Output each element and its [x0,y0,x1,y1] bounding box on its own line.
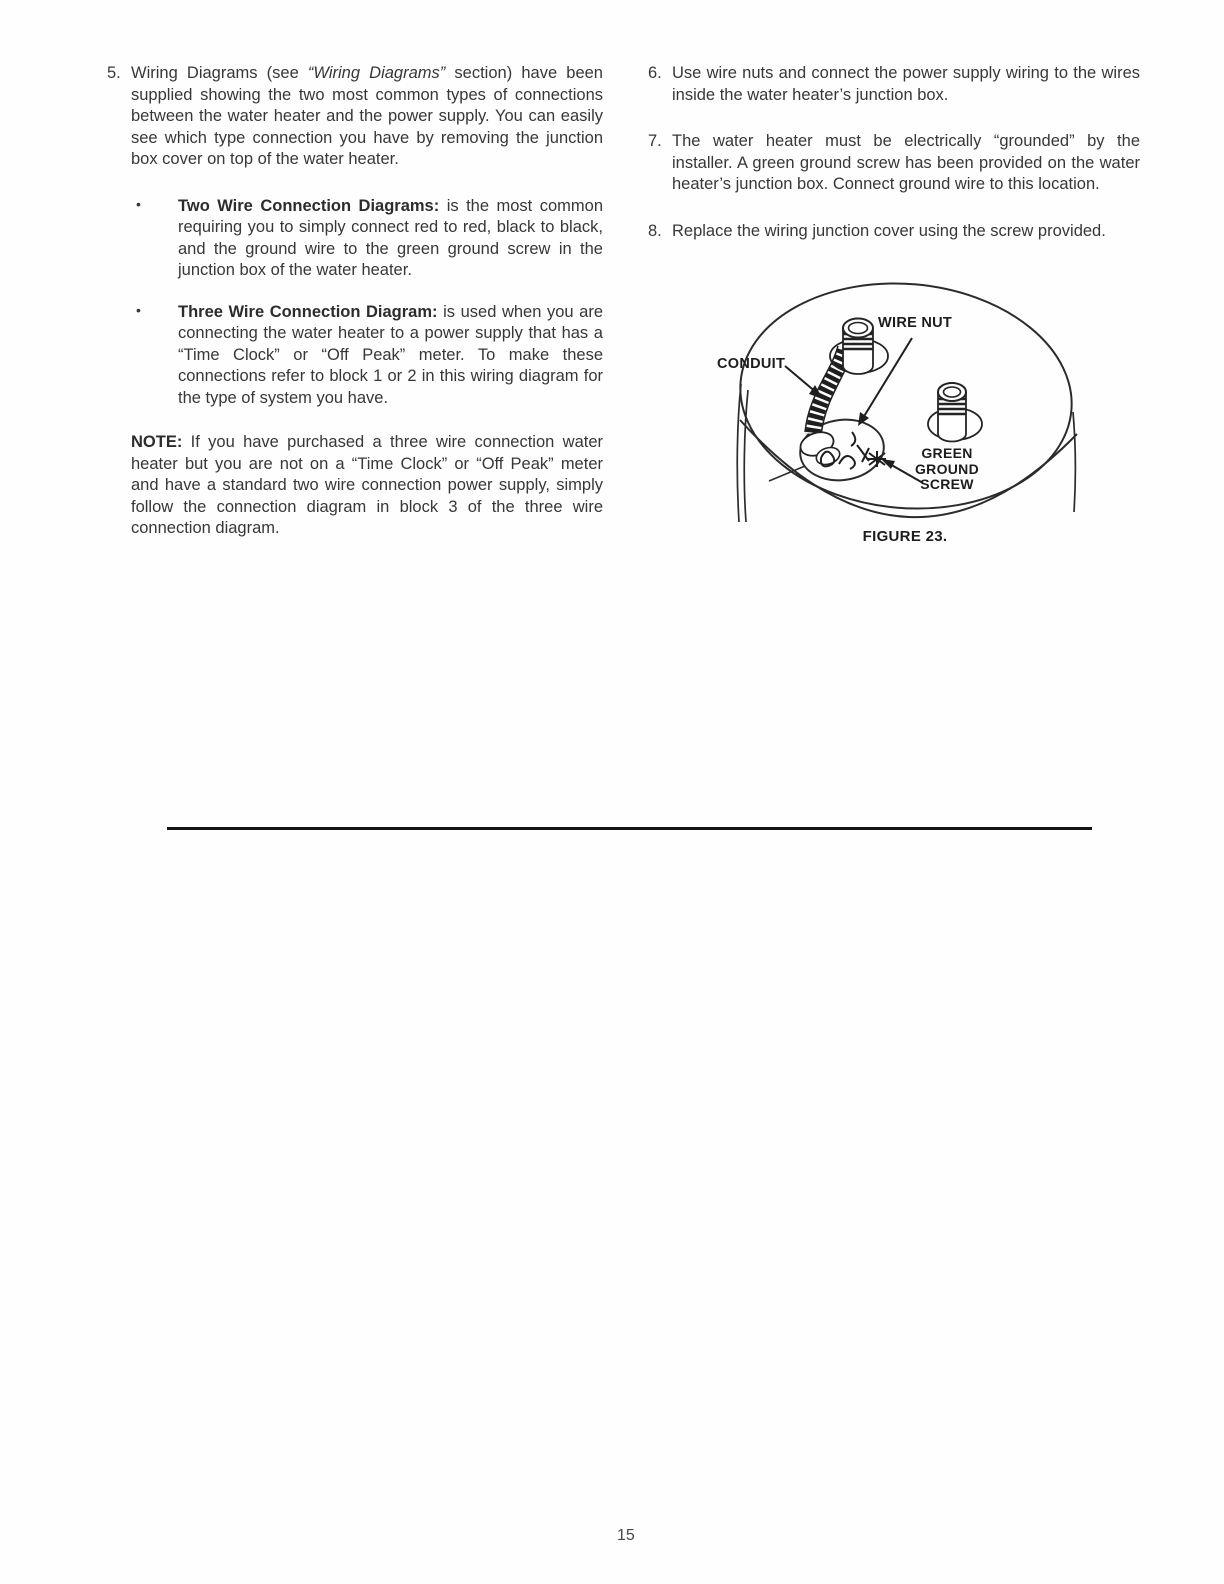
bullet-item-three-wire [107,302,603,410]
list-item-8 [648,221,1140,243]
left-column [107,63,603,540]
item5-text-italic: “Wiring Diagrams” [307,64,446,82]
list-item-7 [648,131,1140,196]
page-number: 15 [617,1527,635,1544]
bullet-item-two-wire [107,196,603,282]
figure-label-wire-nut: WIRE NUT [878,315,953,331]
item-number: 5. [107,64,121,82]
item-number: 7. [648,132,662,150]
green-ground-screw [868,451,886,467]
item6-text: Use wire nuts and connect the power supply wiring to the wires inside the water heater’s junction box. [672,64,1140,104]
item5-text-post: section) have been supplied showing the two most common types of connections between the water heater and the power supply. You can easily see which type connection you have by removing the junction box cover on top of the water heater. [131,64,603,168]
note-text: If you have purchased a three wire connection water heater but you are not on a “Time Clock” or “Off Peak” meter and have a standard two wire connection power supply, simply follow the connection diagram in block 3 of the three wire connection diagram. [131,433,603,537]
figure-caption: FIGURE 23. [862,528,948,545]
section-divider [167,827,1092,830]
bullet1-text: is the most common requiring you to simply connect red to red, black to black, and the ground wire to the green ground screw in the junction box of the water heater. [178,196,603,279]
list-item-6 [648,63,1140,106]
figure-label-green-ground-screw: GREEN GROUND SCREW [914,445,980,492]
item-number: 8. [648,221,662,240]
bullet2-lead: Three Wire Connection Diagram: [178,302,438,321]
bullet2-text: is used when you are connecting the water heater to a power supply that has a “Time Clock” or “Off Peak” meter. To make these connections refer to block 1 or 2 in this wiring diagram for the type of system you have. [178,302,603,407]
figure-label-conduit: CONDUIT [717,356,786,372]
figure-23 [705,272,1105,562]
right-column [648,63,1140,242]
item5-text-pre: Wiring Diagrams (see [131,64,308,82]
bullet-marker: • [136,301,141,318]
list-item-5 [107,63,603,171]
pipe-nipple [928,383,982,442]
item-number: 6. [648,64,662,82]
item7-text: The water heater must be electrically “grounded” by the installer. A green ground screw has been provided on the water heater’s junction box. Connect ground wire to this location. [672,132,1140,193]
note-lead: NOTE: [131,433,183,451]
conduit-arrow [785,366,823,399]
item8-text: Replace the wiring junction cover using the screw provided. [672,221,1106,240]
bullet-marker: • [136,195,141,212]
bullet1-lead: Two Wire Connection Diagrams: [178,196,440,215]
note-paragraph [131,432,603,540]
